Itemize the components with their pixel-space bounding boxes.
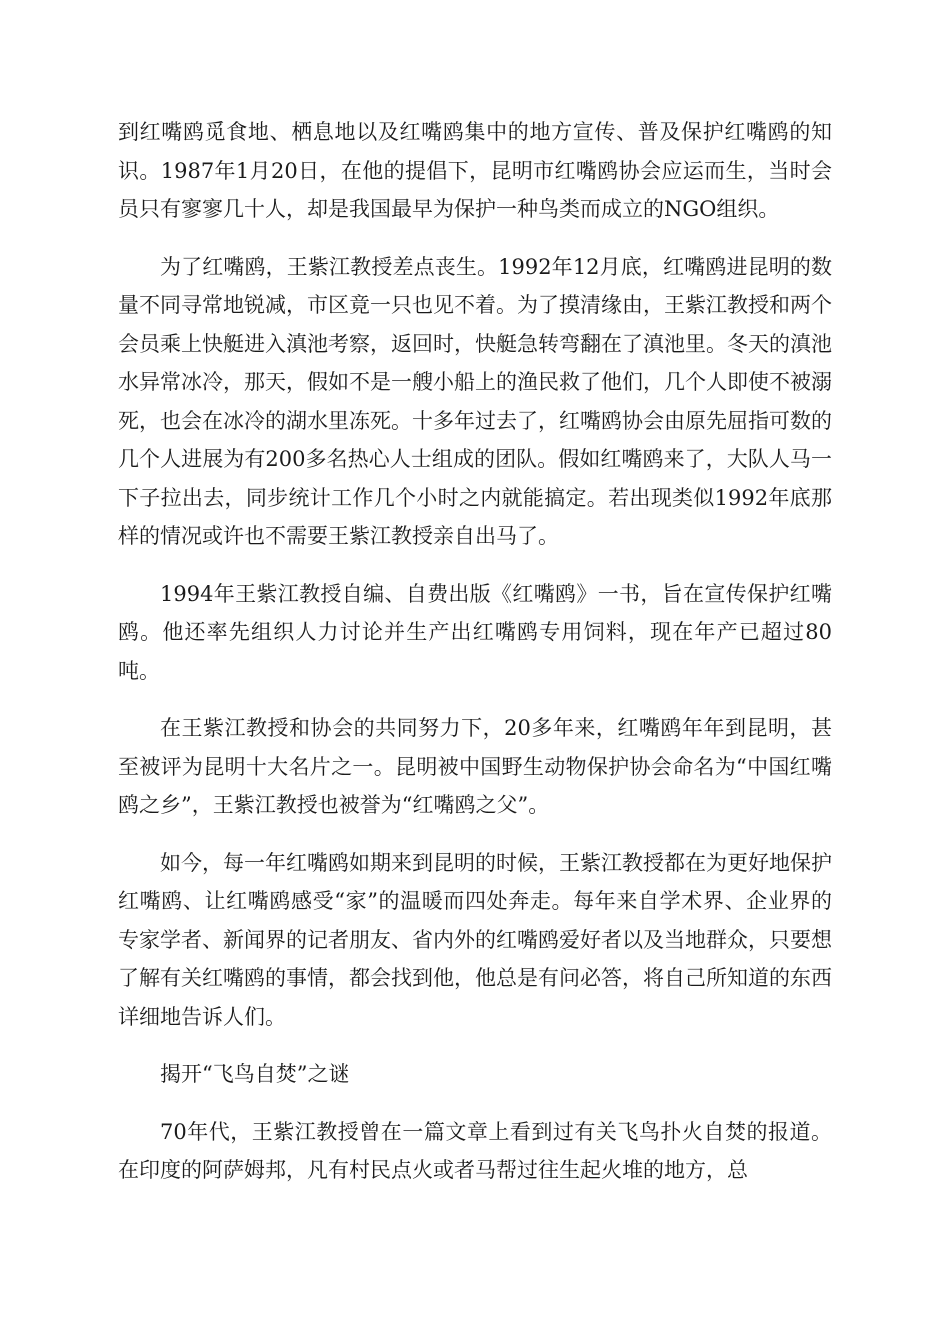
paragraph-1970s: 70年代，王紫江教授曾在一篇文章上看到过有关飞鸟扑火自焚的报道。在印度的阿萨姆邦，凡有村民点火或者马帮过往生起火堆的地方，总: [118, 1119, 832, 1182]
paragraph-continuation: 到红嘴鸥觅食地、栖息地以及红嘴鸥集中的地方宣传、普及保护红嘴鸥的知识。1987年1月20日，在他的提倡下，昆明市红嘴鸥协会应运而生，当时会员只有寥寥几十人，却是我国最早为保护一种鸟类而成立的NGO组织。: [118, 120, 832, 221]
paragraph-nowadays: 如今，每一年红嘴鸥如期来到昆明的时候，王紫江教授都在为更好地保护红嘴鸥、让红嘴鸥感受“家”的温暖而四处奔走。每年来自学术界、企业界的专家学者、新闻界的记者朋友、省内外的红嘴鸥爱好者以及当地群众，只要想了解有关红嘴鸥的事情，都会找到他，他总是有问必答，将自己所知道的东西详细地告诉人们。: [118, 850, 832, 1029]
paragraph-nearly-died: 为了红嘴鸥，王紫江教授差点丧生。1992年12月底，红嘴鸥进昆明的数量不同寻常地锐减，市区竟一只也见不着。为了摸清缘由，王紫江教授和两个会员乘上快艇进入滇池考察，返回时，快艇急转弯翻在了滇池里。冬天的滇池水异常冰冷，那天，假如不是一艘小船上的渔民救了他们，几个人即使不被溺死，也会在冰冷的湖水里冻死。十多年过去了，红嘴鸥协会由原先屈指可数的几个人进展为有200多名热心人士组成的团队。假如红嘴鸥来了，大队人马一下子拉出去，同步统计工作几个小时之内就能搞定。若出现类似1992年底那样的情况或许也不需要王紫江教授亲自出马了。: [118, 254, 832, 548]
paragraph-book-1994: 1994年王紫江教授自编、自费出版《红嘴鸥》一书，旨在宣传保护红嘴鸥。他还率先组织人力讨论并生产出红嘴鸥专用饲料，现在年产已超过80吨。: [118, 581, 832, 683]
paragraph-joint-efforts: 在王紫江教授和协会的共同努力下，20多年来，红嘴鸥年年到昆明，甚至被评为昆明十大名片之一。昆明被中国野生动物保护协会命名为“中国红嘴鸥之乡”，王紫江教授也被誉为“红嘴鸥之父”。: [118, 716, 832, 817]
section-heading: 揭开“飞鸟自焚”之谜: [160, 1062, 350, 1086]
document-body: [118, 113, 832, 1209]
